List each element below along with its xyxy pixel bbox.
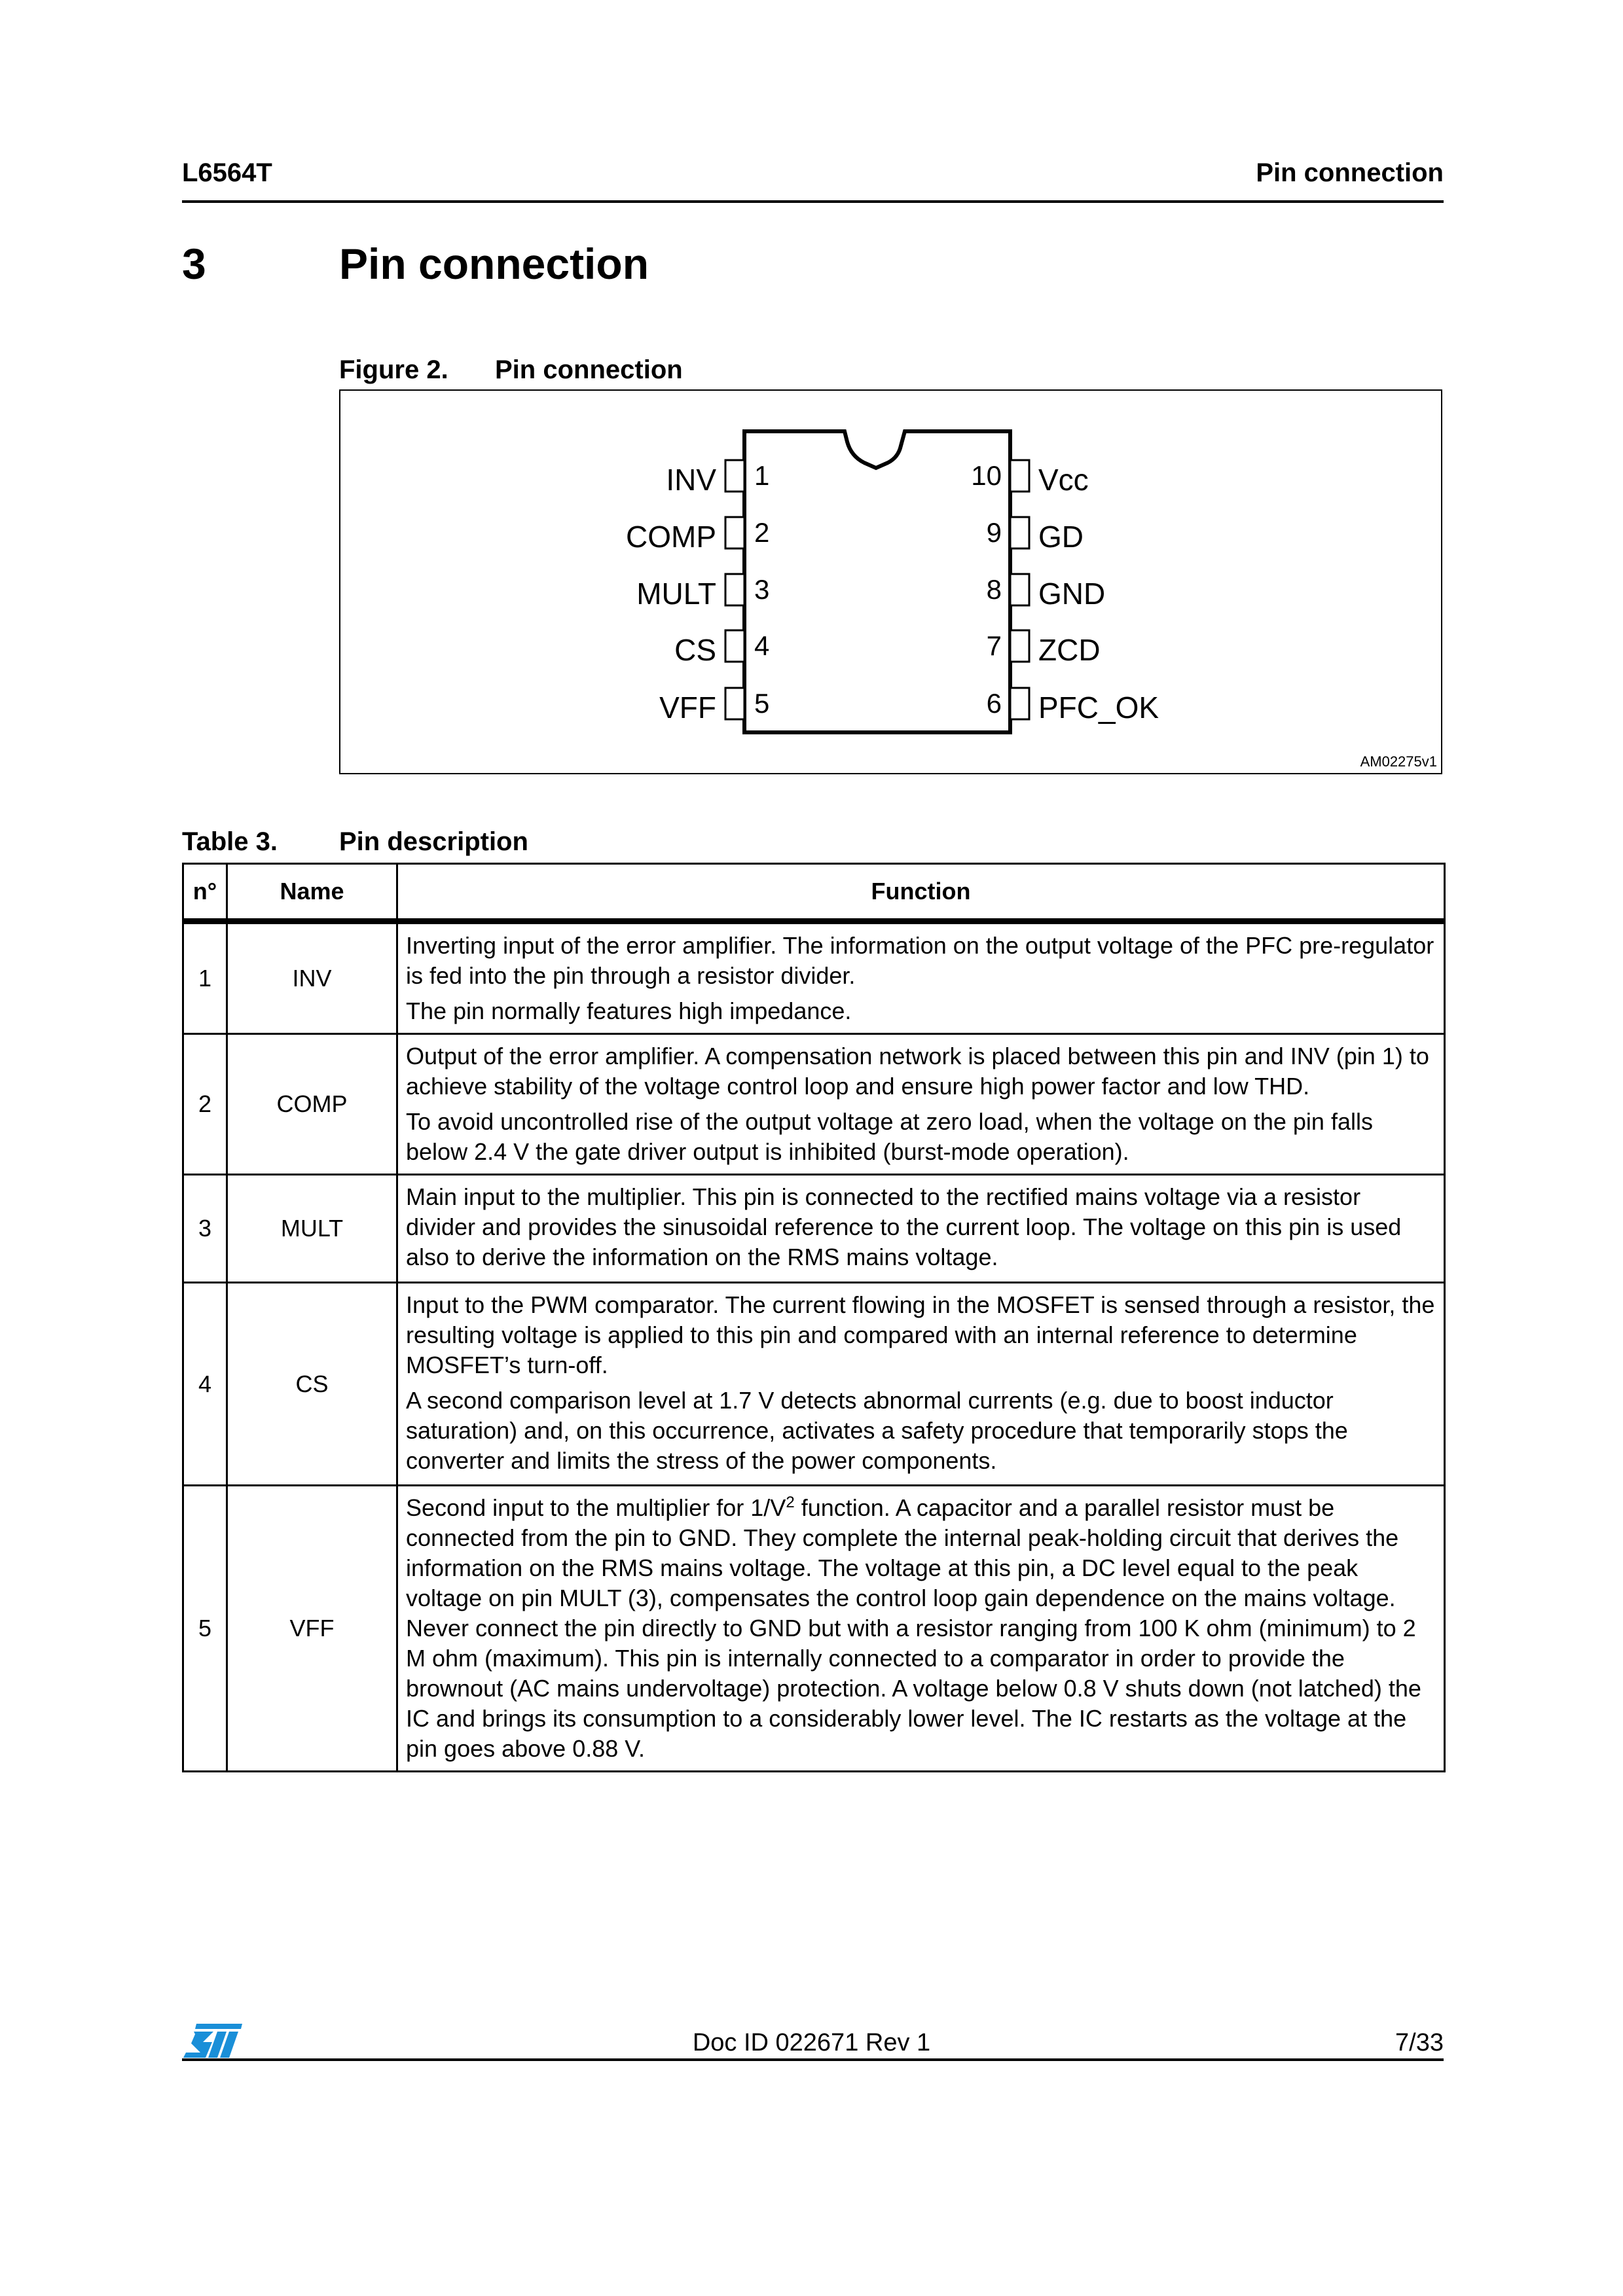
column-header-function: Function [397, 864, 1445, 922]
pin-number: 3 [183, 1175, 227, 1283]
pin-name: COMP [227, 1034, 397, 1175]
pin-function [397, 1283, 1445, 1486]
pin-name: INV [227, 922, 397, 1034]
pin-name-label: GND [1038, 577, 1106, 611]
pin-name-label: INV [666, 463, 716, 497]
column-header-number: n° [183, 864, 227, 922]
footer-rule [182, 2058, 1444, 2061]
table-label: Table 3. [182, 827, 278, 856]
pin-number-label: 6 [986, 688, 1002, 719]
function-paragraph: To avoid uncontrolled rise of the output voltage at zero load, when the voltage on the pin falls below 2.4 V the gate driver output is inhibited (burst-mode operation). [406, 1108, 1373, 1165]
pin-6 [987, 688, 1159, 725]
header-product: L6564T [182, 158, 272, 187]
pin-number-label: 3 [754, 574, 770, 605]
table-row [183, 1034, 1445, 1175]
section-title: Pin connection [339, 240, 649, 288]
function-paragraph: The pin normally features high impedance. [406, 997, 852, 1024]
function-text: Second input to the multiplier for 1/V [406, 1494, 786, 1521]
ic-pinout-diagram [340, 391, 1441, 773]
pin-number: 4 [183, 1283, 227, 1486]
pin-name-label: GD [1038, 520, 1084, 554]
function-paragraph: Inverting input of the error amplifier. The information on the output voltage of the PFC pre-regulator is fed into the pin through a resistor divider. [406, 932, 1434, 989]
ic-body [744, 431, 1010, 732]
pin-function [397, 1486, 1445, 1772]
footer-doc-id: Doc ID 022671 Rev 1 [692, 2029, 931, 2056]
pin-name-label: MULT [636, 577, 716, 611]
pin-name-label: VFF [659, 691, 716, 725]
pin-lead [725, 688, 744, 719]
figure-title: Pin connection [495, 355, 683, 384]
superscript: 2 [786, 1494, 795, 1511]
pin-name-label: Vcc [1038, 463, 1089, 497]
pin-number-label: 8 [986, 574, 1002, 605]
pin-name-label: COMP [626, 520, 716, 554]
pin-description-table [182, 863, 1446, 1772]
pin-function [397, 1034, 1445, 1175]
pin-name-label: ZCD [1038, 633, 1101, 667]
pin-number-label: 9 [986, 517, 1002, 548]
header-section: Pin connection [1256, 158, 1444, 187]
pin-name: CS [227, 1283, 397, 1486]
pin-lead [1010, 630, 1029, 662]
pin-number: 5 [183, 1486, 227, 1772]
table-header-row [183, 864, 1445, 922]
pin-number-label: 7 [986, 630, 1002, 661]
pin-lead [725, 574, 744, 605]
table-title: Pin description [339, 827, 528, 856]
table-row [183, 922, 1445, 1034]
figure-label: Figure 2. [339, 355, 448, 384]
function-paragraph [406, 1493, 1436, 1764]
pin-number: 1 [183, 922, 227, 1034]
table-row [183, 1175, 1445, 1283]
pin-number-label: 4 [754, 630, 770, 661]
pin-lead [725, 630, 744, 662]
figure-pin-connection [339, 389, 1442, 774]
pin-name: VFF [227, 1486, 397, 1772]
pin-name-label: CS [674, 633, 716, 667]
section-number: 3 [182, 240, 206, 288]
pin-name-label: PFC_OK [1038, 691, 1159, 725]
pin-lead [1010, 688, 1029, 719]
function-paragraph: Output of the error amplifier. A compensation network is placed between this pin and INV (pin 1) to achieve stability of the voltage control loop and ensure high power factor and low THD. [406, 1043, 1429, 1100]
figure-code: AM02275v1 [1360, 753, 1437, 770]
table-row [183, 1486, 1445, 1772]
pin-name: MULT [227, 1175, 397, 1283]
column-header-name: Name [227, 864, 397, 922]
function-paragraph: Main input to the multiplier. This pin is connected to the rectified mains voltage via a resistor divider and provides the sinusoidal reference to the current loop. The voltage on this pin is used also to derive the information on the RMS mains voltage. [406, 1183, 1402, 1270]
table-row [183, 1283, 1445, 1486]
function-paragraph: A second comparison level at 1.7 V detects abnormal currents (e.g. due to boost inductor saturation) and, on this occurrence, activates a safety procedure that temporarily stops the converter and limits the stress of the power components. [406, 1387, 1348, 1474]
pin-function [397, 922, 1445, 1034]
function-paragraph: Input to the PWM comparator. The current flowing in the MOSFET is sensed through a resistor, the resulting voltage is applied to this pin and compared with an internal reference to determine MOSFET’s turn-off. [406, 1291, 1435, 1378]
pin-lead [725, 517, 744, 548]
pin-lead [1010, 574, 1029, 605]
function-text: function. A capacitor and a parallel resistor must be connected from the pin to GND. They complete the internal peak-holding circuit that derives the information on the RMS mains voltage. The voltage at this pin, a DC level equal to the peak voltage on pin MULT (3), compensates the control loop gain dependence on the mains voltage. Never connect the pin directly to GND but with a resistor ranging from 100 K ohm (minimum) to 2 M ohm (maximum). This pin is internally connected to a comparator in order to provide the brownout (AC mains undervoltage) protection. A voltage below 0.8 V shuts down (not latched) the IC and brings its consumption to a considerably lower level. The IC restarts as the voltage at the pin goes above 0.88 V. [406, 1494, 1421, 1762]
pin-number-label: 2 [754, 517, 770, 548]
pin-function [397, 1175, 1445, 1283]
pin-number-label: 10 [971, 460, 1002, 491]
pin-number-label: 5 [754, 688, 770, 719]
header-rule [182, 200, 1444, 203]
pin-lead [725, 460, 744, 492]
footer-page-number: 7/33 [1395, 2029, 1444, 2056]
pin-number: 2 [183, 1034, 227, 1175]
pin-lead [1010, 460, 1029, 492]
pin-number-label: 1 [754, 460, 770, 491]
pin-lead [1010, 517, 1029, 548]
